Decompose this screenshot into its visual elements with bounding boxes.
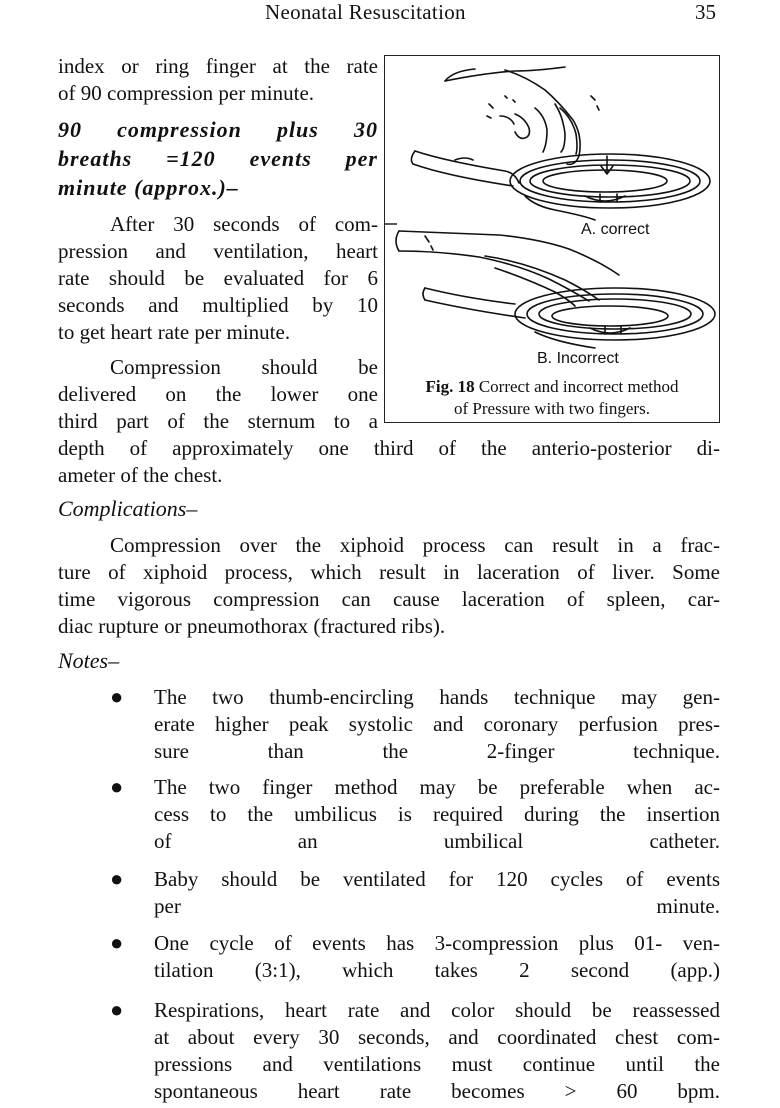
bullet-icon: ● [110,930,124,955]
body-line: ameter of the chest. [58,463,223,487]
note-line: per minute. [154,894,720,918]
body-line: diac rupture or pneumothorax (fractured ribs). [58,614,446,638]
note-line: at about every 30 seconds, and coordinated chest com- [154,1025,720,1049]
figure-caption-text: Correct and incorrect method [474,377,679,396]
body-line: third part of the sternum to a [58,409,378,433]
chapter-title: Neonatal Resuscitation [265,0,466,24]
note-line: cess to the umbilicus is required during the insertion [154,802,720,826]
emphasis-line: breaths =120 events per [58,146,378,171]
figure-caption-line: of Pressure with two fingers. [454,399,650,418]
figure-box [384,55,720,423]
body-line: After 30 seconds of com- [110,212,378,236]
emphasis-line: 90 compression plus 30 [58,117,378,142]
note-line: Baby should be ventilated for 120 cycles of events [154,867,720,891]
note-line: tilation (3:1), which takes 2 second (app.) [154,958,720,982]
figure-label-correct: A. correct [581,221,650,238]
body-line: ture of xiphoid process, which result in laceration of liver. Some [58,560,720,584]
body-line: index or ring finger at the rate [58,54,378,78]
note-line: One cycle of events has 3-compression plus 01- ven- [154,931,720,955]
section-heading-complications: Complications– [58,496,198,521]
body-line: seconds and multiplied by 10 [58,293,378,317]
body-line: pression and ventilation, heart [58,239,378,263]
note-line: Respirations, heart rate and color should be reassessed [154,998,720,1022]
bullet-icon: ● [110,997,124,1022]
note-line: spontaneous heart rate becomes > 60 bpm. [154,1079,720,1103]
body-line: rate should be evaluated for 6 [58,266,378,290]
body-line: Compression should be [110,355,378,379]
note-line: erate higher peak systolic and coronary perfusion pres- [154,712,720,736]
page-number: 35 [695,0,716,24]
note-line: The two finger method may be preferable when ac- [154,775,720,799]
figure-label-incorrect: B. Incorrect [537,350,619,367]
body-line: depth of approximately one third of the anterio-posterior di- [58,436,720,460]
note-line: pressions and ventilations must continue until the [154,1052,720,1076]
body-line: delivered on the lower one [58,382,378,406]
note-line: sure than the 2-finger technique. [154,739,720,763]
note-line: The two thumb-encircling hands technique may gen- [154,685,720,709]
emphasis-line: minute (approx.)– [58,175,239,200]
body-line: to get heart rate per minute. [58,320,291,344]
section-heading-notes: Notes– [58,648,120,673]
figure-caption [385,376,719,398]
body-line: time vigorous compression can cause laceration of spleen, car- [58,587,720,611]
running-header [0,0,780,28]
figure-number: Fig. 18 [425,377,475,396]
bullet-icon: ● [110,866,124,891]
body-line: of 90 compression per minute. [58,81,315,105]
bullet-icon: ● [110,684,124,709]
bullet-icon: ● [110,774,124,799]
note-line: of an umbilical catheter. [154,829,720,853]
body-line: Compression over the xiphoid process can result in a frac- [110,533,720,557]
